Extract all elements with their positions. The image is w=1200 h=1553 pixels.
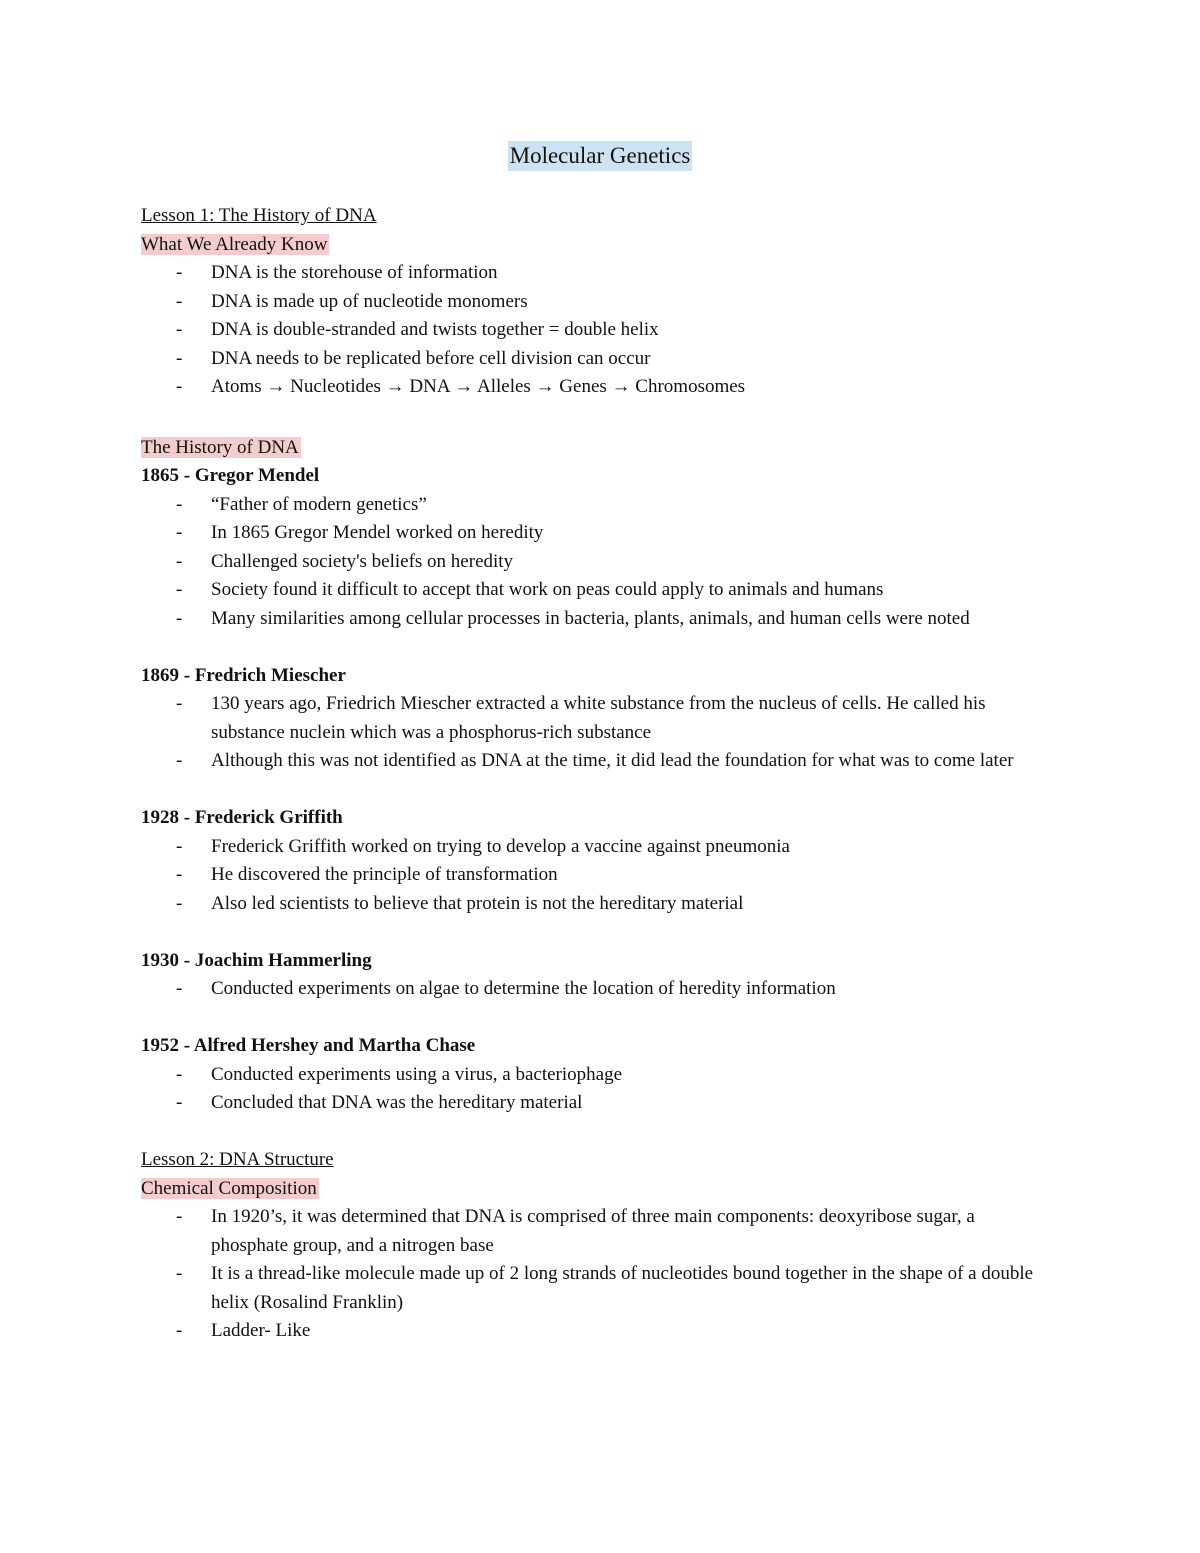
- list-item: [141, 259, 1061, 288]
- list-item-text: Ladder- Like: [211, 1320, 311, 1341]
- list-item-text: Also led scientists to believe that protein is not the hereditary material: [211, 892, 744, 914]
- bullet-dash: -: [176, 579, 183, 600]
- bullet-dash: -: [176, 1206, 183, 1227]
- bullet-dash: -: [176, 607, 183, 629]
- list-item-text: He discovered the principle of transformation: [211, 864, 558, 885]
- list-item-text: Although this was not identified as DNA at the time, it did lead the foundation for what was to come later: [211, 750, 1014, 771]
- list-item: [141, 345, 1061, 374]
- section-heading-history-of-dna: The History of DNA: [141, 436, 299, 458]
- list-item: [141, 1317, 1061, 1346]
- bullet-dash: -: [176, 347, 183, 369]
- list-item: [141, 1203, 1061, 1260]
- hammerling-list: [141, 975, 1061, 1004]
- document-body: [141, 202, 1061, 1346]
- list-item: [141, 576, 1061, 605]
- miescher-list: [141, 690, 1061, 776]
- list-item: [141, 975, 1061, 1004]
- entry-heading-miescher: 1869 - Fredrich Miescher: [141, 664, 346, 686]
- list-item-text: Society found it difficult to accept that work on peas could apply to animals and humans: [211, 579, 884, 600]
- lesson-2-heading: Lesson 2: DNA Structure: [141, 1149, 334, 1170]
- bullet-dash: -: [176, 864, 183, 885]
- bullet-dash: -: [176, 262, 183, 283]
- list-item-text: Conducted experiments on algae to determine the location of heredity information: [211, 978, 836, 999]
- list-item-text: DNA is double-stranded and twists together = double helix: [211, 319, 659, 340]
- list-item: [141, 605, 1061, 634]
- list-item-text: “Father of modern genetics”: [211, 493, 427, 515]
- list-item: [141, 861, 1061, 890]
- bullet-dash: -: [176, 290, 183, 312]
- entry-heading-griffith: 1928 - Frederick Griffith: [141, 807, 343, 828]
- entry-heading-hammerling: 1930 - Joachim Hammerling: [141, 949, 372, 971]
- lesson-1-heading: Lesson 1: The History of DNA: [141, 205, 377, 226]
- list-item: [141, 890, 1061, 919]
- list-item: [141, 747, 1061, 776]
- list-item-text: In 1920’s, it was determined that DNA is comprised of three main components: deoxyribose sugar, a phosphate group, and a nitrogen base: [211, 1206, 975, 1256]
- list-item-text: Conducted experiments using a virus, a bacteriophage: [211, 1063, 623, 1085]
- list-item-text: DNA is the storehouse of information: [211, 262, 498, 283]
- bullet-dash: -: [176, 1063, 183, 1085]
- bullet-dash: -: [176, 522, 183, 543]
- title-block: [0, 141, 1200, 171]
- list-item: [141, 1089, 1061, 1118]
- list-item-text: Atoms → Nucleotides → DNA → Alleles → Genes → Chromosomes: [211, 376, 746, 397]
- bullet-dash: -: [176, 978, 183, 999]
- list-item-text: Many similarities among cellular processes in bacteria, plants, animals, and human cells were noted: [211, 607, 970, 629]
- known-facts-list: [141, 259, 1061, 402]
- list-item-text: DNA needs to be replicated before cell division can occur: [211, 347, 651, 369]
- list-item: [141, 1260, 1061, 1317]
- list-item-text: In 1865 Gregor Mendel worked on heredity: [211, 522, 544, 543]
- bullet-dash: -: [176, 376, 183, 397]
- griffith-list: [141, 833, 1061, 919]
- bullet-dash: -: [176, 750, 183, 771]
- entry-heading-mendel: 1865 - Gregor Mendel: [141, 465, 320, 486]
- bullet-dash: -: [176, 550, 183, 572]
- list-item: [141, 833, 1061, 862]
- document-title: Molecular Genetics: [508, 141, 693, 171]
- bullet-dash: -: [176, 892, 183, 914]
- mendel-list: [141, 491, 1061, 634]
- hershey-chase-list: [141, 1061, 1061, 1118]
- bullet-dash: -: [176, 835, 183, 857]
- list-item: [141, 548, 1061, 577]
- section-heading-chemical-composition: Chemical Composition: [141, 1177, 317, 1199]
- list-item-text: 130 years ago, Friedrich Miescher extracted a white substance from the nucleus of cells. He called his substance nuclein which was a phosphorus-rich substance: [211, 693, 986, 743]
- entry-heading-hershey-chase: 1952 - Alfred Hershey and Martha Chase: [141, 1035, 476, 1056]
- list-item: [141, 690, 1061, 747]
- bullet-dash: -: [176, 493, 183, 515]
- bullet-dash: -: [176, 693, 183, 714]
- list-item: [141, 519, 1061, 548]
- list-item-text: Concluded that DNA was the hereditary material: [211, 1092, 583, 1113]
- list-item: [141, 316, 1061, 345]
- bullet-dash: -: [176, 319, 183, 340]
- chemical-composition-list: [141, 1203, 1061, 1346]
- list-item-text: DNA is made up of nucleotide monomers: [211, 290, 528, 312]
- bullet-dash: -: [176, 1263, 183, 1284]
- list-item-text: It is a thread-like molecule made up of 2 long strands of nucleotides bound together in the shape of a double helix (Rosalind Franklin): [211, 1263, 1034, 1313]
- list-item: [141, 491, 1061, 520]
- bullet-dash: -: [176, 1092, 183, 1113]
- bullet-dash: -: [176, 1320, 183, 1341]
- list-item-text: Frederick Griffith worked on trying to develop a vaccine against pneumonia: [211, 835, 790, 857]
- section-heading-what-we-already-know: What We Already Know: [141, 233, 328, 255]
- list-item: [141, 1061, 1061, 1090]
- list-item-text: Challenged society's beliefs on heredity: [211, 550, 514, 572]
- list-item: [141, 373, 1061, 402]
- list-item: [141, 288, 1061, 317]
